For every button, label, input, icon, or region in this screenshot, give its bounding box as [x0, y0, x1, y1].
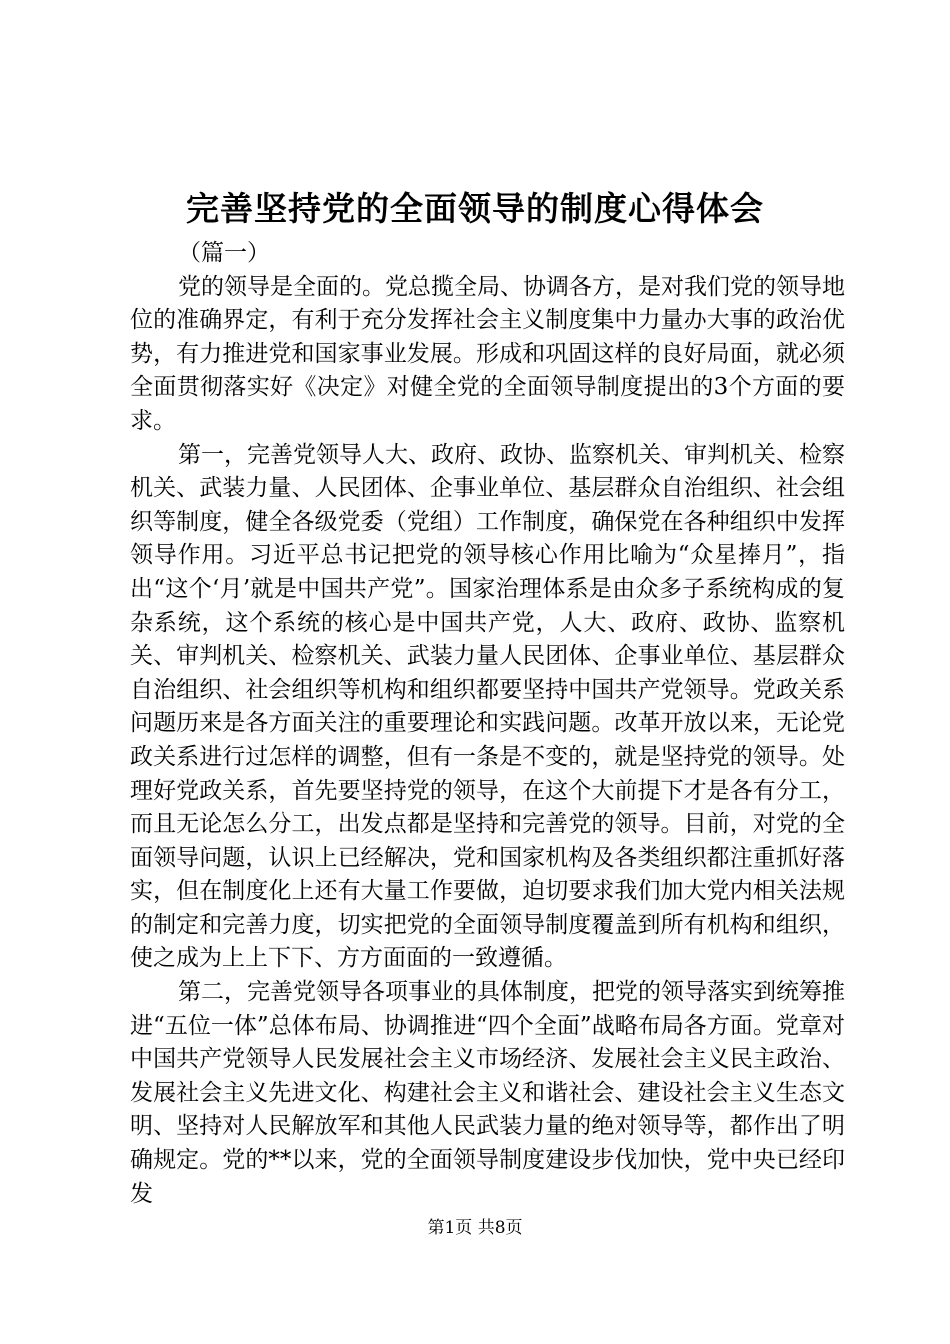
page-number-footer: 第1页 共8页: [427, 1218, 523, 1238]
document-title: 完善坚持党的全面领导的制度心得体会: [186, 189, 764, 228]
paragraph-3: 第二，完善党领导各项事业的具体制度，把党的领导落实到统筹推进“五位一体”总体布局、协调推进“四个全面”战略布局各方面。党章对中国共产党领导人民发展社会主义市场经济、发展社会主义民主政治、发展社会主义先进文化、构建社会主义和谐社会、建设社会主义生态文明、坚持对人民解放军和其他人民武装力量的绝对领导等，都作出了明确规定。党的**以来，党的全面领导制度建设步伐加快，党中央已经印发: [130, 979, 845, 1207]
section-subtitle: （篇一）: [178, 240, 270, 266]
paragraph-2: 第一，完善党领导人大、政府、政协、监察机关、审判机关、检察机关、武装力量、人民团体、企事业单位、基层群众自治组织、社会组织等制度，健全各级党委（党组）工作制度，确保党在各种组织中发挥领导作用。习近平总书记把党的领导核心作用比喻为“众星捧月”，指出“这个‘月’就是中国共产党”。国家治理体系是由众多子系统构成的复杂系统，这个系统的核心是中国共产党，人大、政府、政协、监察机关、审判机关、检察机关、武装力量人民团体、企事业单位、基层群众自治组织、社会组织等机构和组织都要坚持中国共产党领导。党政关系问题历来是各方面关注的重要理论和实践问题。改革开放以来，无论党政关系进行过怎样的调整，但有一条是不变的，就是坚持党的领导。处理好党政关系，首先要坚持党的领导，在这个大前提下才是各有分工，而且无论怎么分工，出发点都是坚持和完善党的领导。目前，对党的全面领导问题，认识上已经解决，党和国家机构及各类组织都注重抓好落实，但在制度化上还有大量工作要做，迫切要求我们加大党内相关法规的制定和完善力度，切实把党的全面领导制度覆盖到所有机构和组织，使之成为上上下下、方方面面的一致遵循。: [130, 441, 845, 972]
paragraph-1: 党的领导是全面的。党总揽全局、协调各方，是对我们党的领导地位的准确界定，有利于充分发挥社会主义制度集中力量办大事的政治优势，有力推进党和国家事业发展。形成和巩固这样的良好局面，就必须全面贯彻落实好《决定》对健全党的全面领导制度提出的3个方面的要求。: [130, 273, 845, 434]
document-body: [130, 237, 845, 1211]
